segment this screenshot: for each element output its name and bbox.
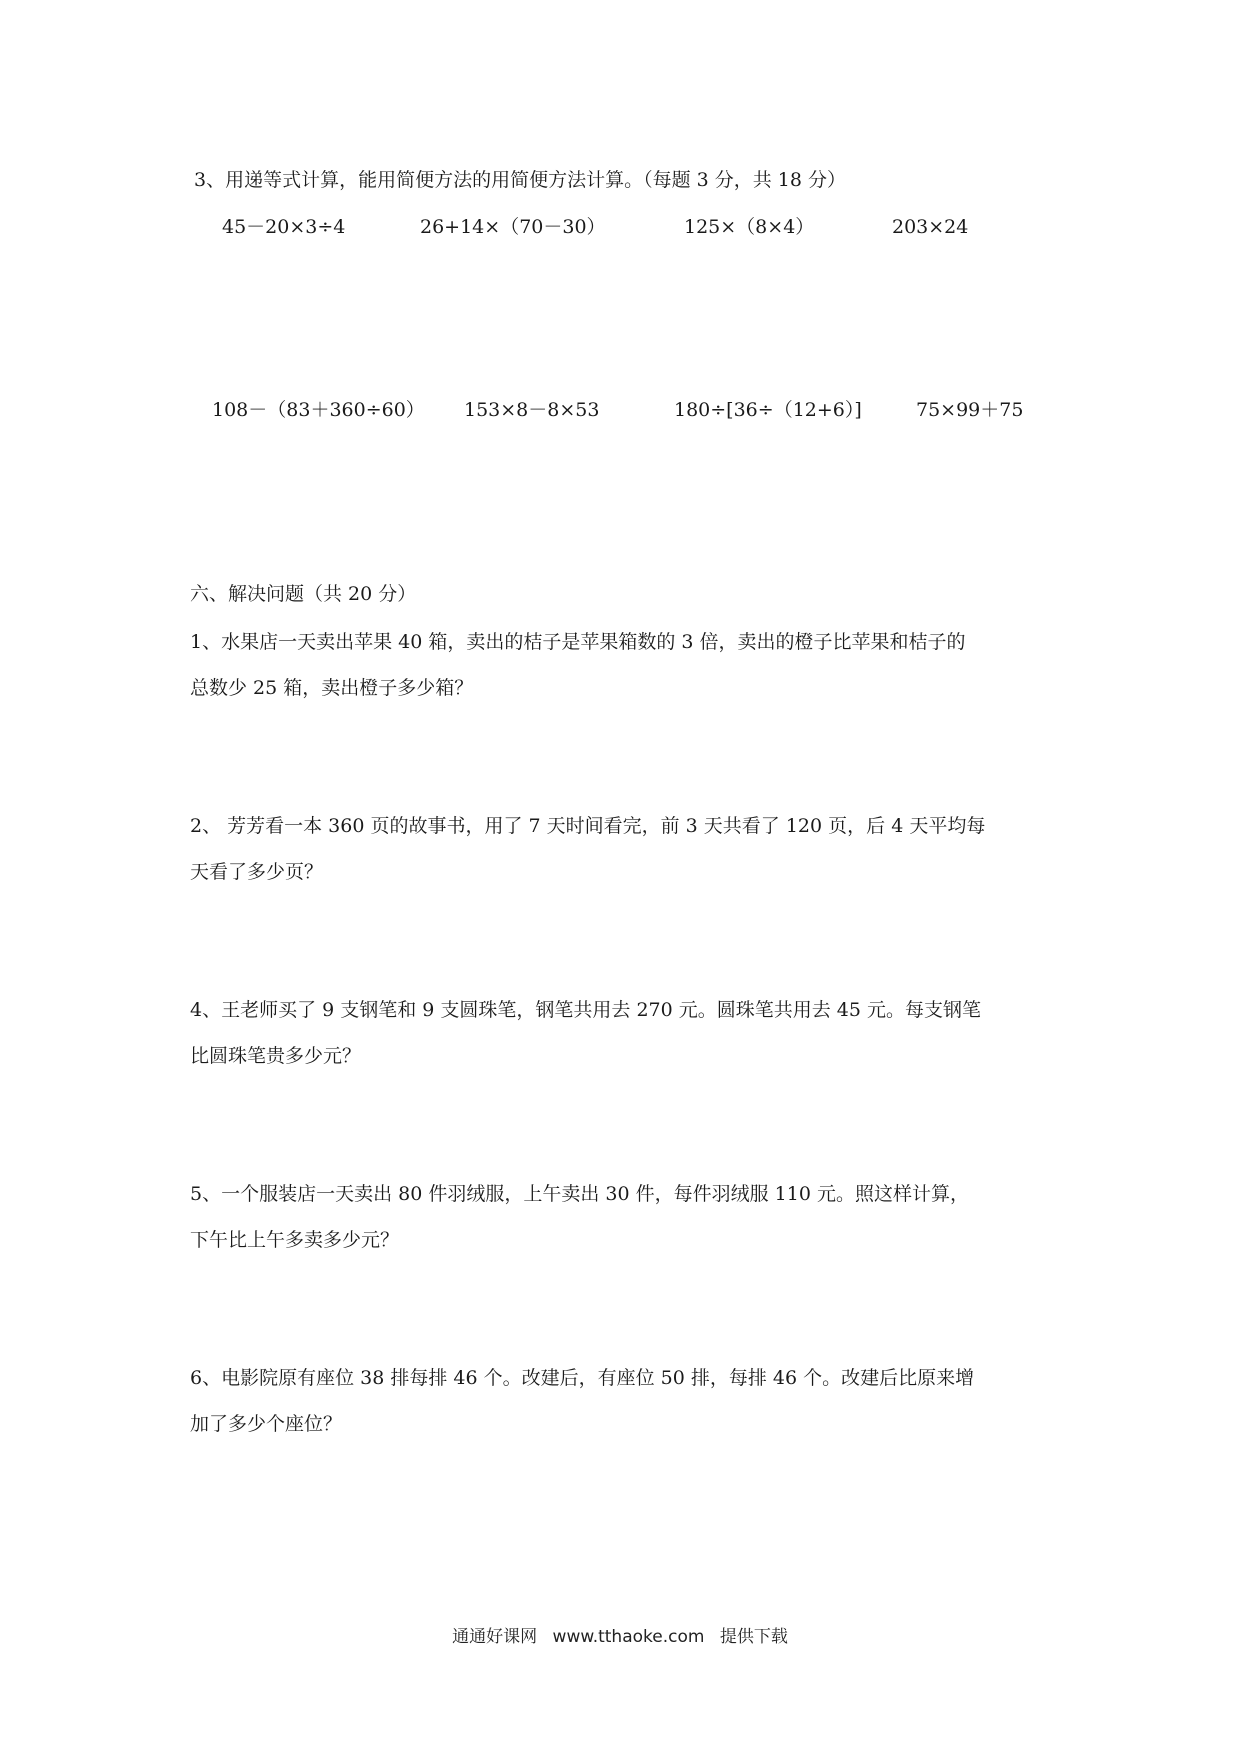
section3-heading: 3、用递等式计算，能用简便方法的用简便方法计算。（每题 3 分，共 18 分）: [194, 169, 847, 191]
problem-6-line-2: 加了多少个座位？: [190, 1413, 343, 1435]
expression-7: 180÷[36÷（12+6）]: [674, 399, 862, 421]
problem-6-line-1: 6、电影院原有座位 38 排每排 46 个。改建后，有座位 50 排，每排 46 个。改建后比原来增: [190, 1367, 975, 1389]
problem-1-line-1: 1、水果店一天卖出苹果 40 箱，卖出的桔子是苹果箱数的 3 倍，卖出的橙子比苹果和桔子的: [190, 631, 966, 653]
problem-4-line-1: 4、王老师买了 9 支钢笔和 9 支圆珠笔，钢笔共用去 270 元。圆珠笔共用去 45 元。每支钢笔: [190, 999, 982, 1021]
problem-5-line-1: 5、一个服装店一天卖出 80 件羽绒服，上午卖出 30 件，每件羽绒服 110 元。照这样计算，: [190, 1183, 969, 1205]
expression-2: 26+14×（70－30）: [420, 216, 606, 238]
problem-2-line-2: 天看了多少页？: [190, 861, 324, 883]
problem-1-line-2: 总数少 25 箱，卖出橙子多少箱？: [190, 677, 474, 699]
expression-4: 203×24: [892, 216, 969, 238]
footer-suffix: 提供下载: [719, 1627, 788, 1647]
expression-6: 153×8－8×53: [464, 399, 600, 421]
page-footer: [0, 1622, 1240, 1647]
problem-4-line-2: 比圆珠笔贵多少元？: [190, 1045, 362, 1067]
expression-1: 45－20×3÷4: [222, 216, 346, 238]
section6-heading: 六、解决问题（共 20 分）: [190, 583, 417, 605]
problem-2-line-1: 2、 芳芳看一本 360 页的故事书，用了 7 天时间看完，前 3 天共看了 120 页，后 4 天平均每: [190, 815, 986, 837]
expression-8: 75×99＋75: [916, 399, 1024, 421]
expression-3: 125×（8×4）: [684, 216, 815, 238]
problem-5-line-2: 下午比上午多卖多少元？: [190, 1229, 400, 1251]
footer-site-name: 通通好课网: [452, 1627, 538, 1647]
footer-url[interactable]: www.tthaoke.com: [552, 1627, 705, 1647]
expression-5: 108－（83＋360÷60）: [212, 399, 425, 421]
